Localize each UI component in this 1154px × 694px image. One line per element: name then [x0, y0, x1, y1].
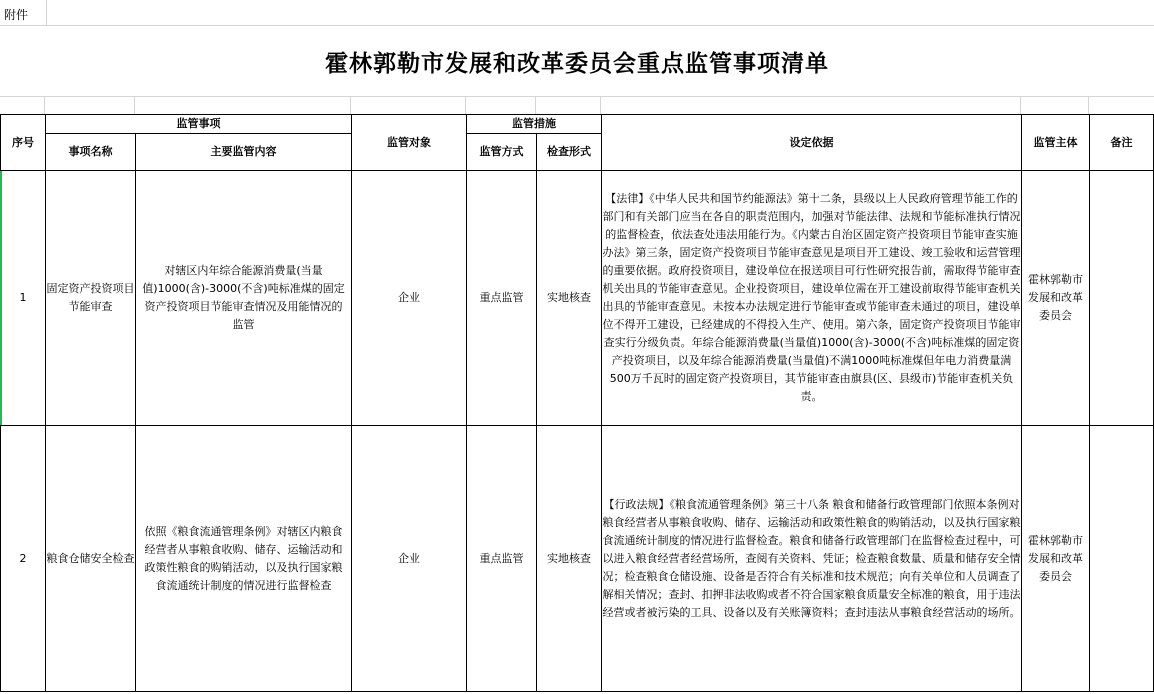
cell-seq: 2 — [1, 426, 46, 692]
selection-marker — [0, 171, 2, 425]
grid-line — [600, 96, 601, 114]
table-row — [1, 171, 1154, 426]
cell-seq: 1 — [1, 171, 46, 426]
cell-basis: 【法律】《中华人民共和国节约能源法》第十二条，县级以上人民政府管理节能工作的部门和有关部门应当在各自的职责范围内，加强对节能法律、法规和节能标准执行情况的监督检查，依法查处违法用能行为。《内蒙古自治区固定资产投资项目节能审查实施办法》第三条，固定资产投资项目节能审查意见是项目开工建设、竣工验收和运营管理的重要依据。政府投资项目，建设单位在报送项目可行性研究报告前，需取得节能审查机关出具的节能审查意见。企业投资项目，建设单位需在开工建设前取得节能审查机关出具的节能审查意见。未按本办法规定进行节能审查或节能审查未通过的项目，建设单位不得开工建设，已经建成的不得投入生产、使用。第六条，固定资产投资项目节能审查实行分级负责。年综合能源消费量(当量值)1000(含)-3000(不含)吨标准煤的固定资产投资项目，以及年综合能源消费量(当量值)不满1000吨标准煤但年电力消费量满500万千瓦时的固定资产投资项目，其节能审查由旗县(区、县级市)节能审查机关负责。 — [602, 171, 1022, 426]
cell-method: 重点监管 — [467, 426, 537, 692]
cell-target: 企业 — [352, 426, 467, 692]
cell-main-content: 对辖区内年综合能源消费量(当量值)1000(含)-3000(不含)吨标准煤的固定资产投资项目节能审查情况及用能情况的监管 — [136, 171, 352, 426]
header-subject: 监管主体 — [1022, 115, 1090, 171]
grid-line — [46, 0, 47, 25]
header-measures-group: 监管措施 — [467, 115, 602, 134]
cell-main-content: 依照《粮食流通管理条例》对辖区内粮食经营者从事粮食收购、储存、运输活动和政策性粮食的购销活动，以及执行国家粮食流通统计制度的情况进行监督检查 — [136, 426, 352, 692]
header-target: 监管对象 — [352, 115, 467, 171]
grid-line — [44, 96, 45, 114]
header-method: 监管方式 — [467, 134, 537, 171]
header-seq: 序号 — [1, 115, 46, 171]
grid-line — [134, 96, 135, 114]
cell-subject: 霍林郭勒市发展和改革委员会 — [1022, 426, 1090, 692]
table-row — [1, 426, 1154, 692]
grid-line — [350, 96, 351, 114]
supervision-table — [0, 114, 1154, 692]
cell-inspection-form: 实地核查 — [537, 426, 602, 692]
cell-matter-name: 固定资产投资项目节能审查 — [46, 171, 136, 426]
grid-line — [535, 96, 536, 114]
header-matter-group: 监管事项 — [46, 115, 352, 134]
cell-basis: 【行政法规】《粮食流通管理条例》第三十八条 粮食和储备行政管理部门依照本条例对粮食经营者从事粮食收购、储存、运输活动和政策性粮食的购销活动，以及执行国家粮食流通统计制度的情况进行监督检查。粮食和储备行政管理部门在监督检查过程中，可以进入粮食经营者经营场所，查阅有关资料、凭证；检查粮食数量、质量和储存安全情况；检查粮食仓储设施、设备是否符合有关标准和技术规范；向有关单位和人员调查了解相关情况；查封、扣押非法收购或者不符合国家粮食质量安全标准的粮食，用于违法经营或者被污染的工具、设备以及有关账簿资料；查封违法从事粮食经营活动的场所。 — [602, 426, 1022, 692]
grid-line — [465, 96, 466, 114]
cell-matter-name: 粮食仓储安全检查 — [46, 426, 136, 692]
attachment-label: 附件 — [4, 8, 29, 22]
cell-remark — [1090, 171, 1154, 426]
grid-line — [1020, 96, 1021, 114]
cell-remark — [1090, 426, 1154, 692]
cell-inspection-form: 实地核查 — [537, 171, 602, 426]
header-main-content: 主要监管内容 — [136, 134, 352, 171]
header-matter-name: 事项名称 — [46, 134, 136, 171]
header-inspection-form: 检查形式 — [537, 134, 602, 171]
grid-line — [1088, 96, 1089, 114]
cell-target: 企业 — [352, 171, 467, 426]
cell-subject: 霍林郭勒市发展和改革委员会 — [1022, 171, 1090, 426]
page-title: 霍林郭勒市发展和改革委员会重点监管事项清单 — [325, 49, 829, 77]
header-remark: 备注 — [1090, 115, 1154, 171]
grid-line — [0, 96, 1154, 97]
header-row-group — [1, 115, 1154, 134]
cell-method: 重点监管 — [467, 171, 537, 426]
header-basis: 设定依据 — [602, 115, 1022, 171]
